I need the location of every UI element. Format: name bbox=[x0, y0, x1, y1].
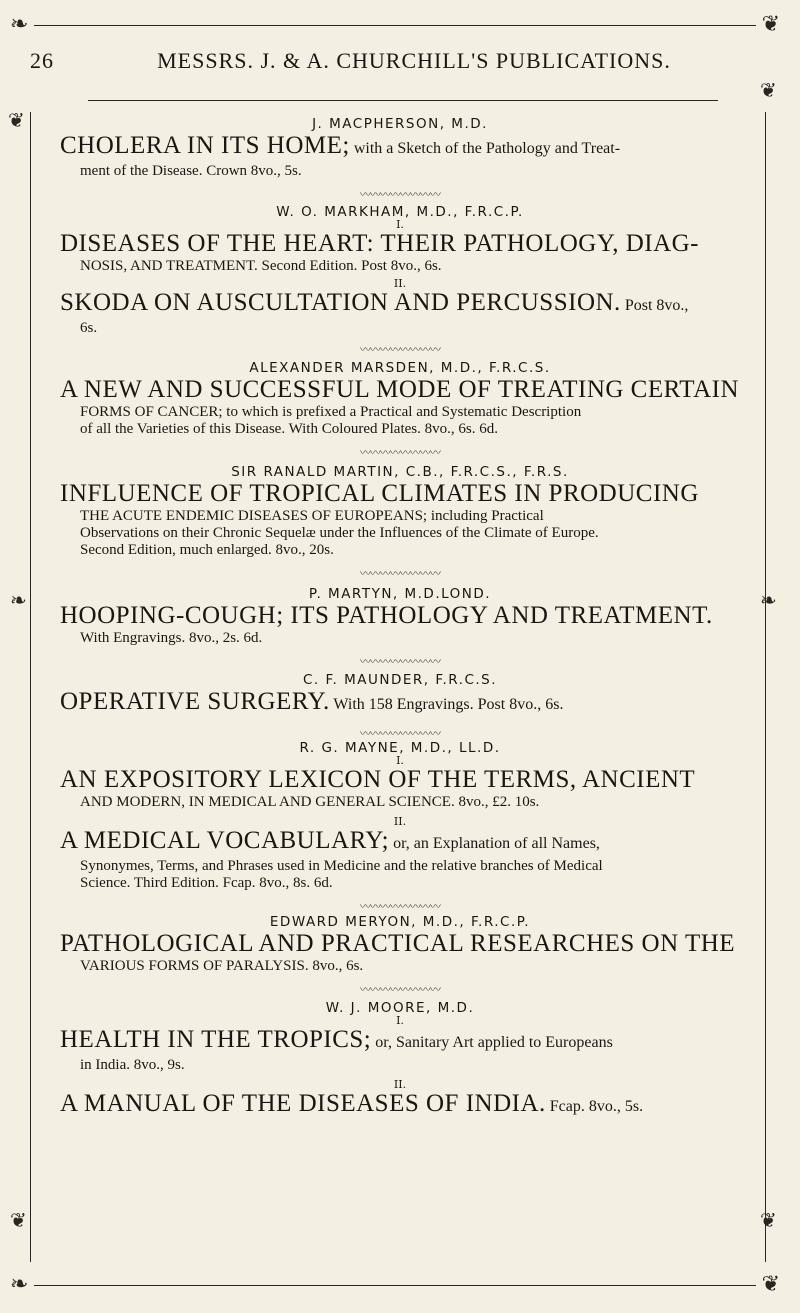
book-title: OPERATIVE SURGERY. With 158 Engravings. Post 8vo., 6s. bbox=[60, 688, 564, 715]
running-title: MESSRS. J. & A. CHURCHILL'S PUBLICATIONS. bbox=[157, 48, 671, 73]
book-description: AND MODERN, IN MEDICAL AND GENERAL SCIENCE. 8vo., £2. 10s. bbox=[80, 794, 540, 810]
author-section-mayne bbox=[60, 740, 740, 912]
left-border-rule bbox=[30, 112, 31, 1262]
book-description: Synonymes, Terms, and Phrases used in Medicine and the relative branches of Medical bbox=[80, 858, 603, 874]
book-title: INFLUENCE OF TROPICAL CLIMATES IN PRODUCING bbox=[60, 480, 699, 507]
author-section-meryon bbox=[60, 914, 740, 995]
author-name: EDWARD MERYON, M.D., F.R.C.P. bbox=[269, 914, 531, 930]
page-number: 26 bbox=[30, 48, 54, 73]
section-divider: 〰〰〰〰〰〰〰〰 bbox=[360, 655, 440, 668]
fleuron-left-icon: ❧ bbox=[10, 12, 29, 37]
work-numeral: II. bbox=[393, 1078, 407, 1091]
author-name: W. J. MOORE, M.D. bbox=[325, 1000, 475, 1016]
section-divider: 〰〰〰〰〰〰〰〰 bbox=[360, 983, 440, 996]
work-numeral: I. bbox=[396, 1014, 404, 1027]
book-description: 6s. bbox=[80, 320, 98, 336]
book-description: FORMS OF CANCER; to which is prefixed a Practical and Systematic Description bbox=[80, 404, 582, 420]
author-name: R. G. MAYNE, M.D., LL.D. bbox=[299, 740, 501, 756]
left-ornament-icon: ❦ bbox=[8, 108, 25, 132]
author-section-martin bbox=[60, 464, 740, 579]
work-numeral: I. bbox=[396, 218, 404, 231]
section-divider: 〰〰〰〰〰〰〰〰 bbox=[360, 188, 440, 201]
work-numeral: II. bbox=[393, 277, 407, 290]
author-section-markham bbox=[60, 204, 740, 355]
book-description: in India. 8vo., 9s. bbox=[80, 1057, 185, 1073]
book-description: of all the Varieties of this Disease. With Coloured Plates. 8vo., 6s. 6d. bbox=[80, 421, 498, 437]
bottom-ornament-border bbox=[10, 1270, 780, 1300]
section-divider: 〰〰〰〰〰〰〰〰 bbox=[360, 446, 440, 459]
work-numeral: II. bbox=[393, 815, 407, 828]
book-title: SKODA ON AUSCULTATION AND PERCUSSION. Post 8vo., bbox=[60, 289, 689, 316]
book-title: HOOPING-COUGH; ITS PATHOLOGY AND TREATMENT. bbox=[60, 602, 713, 629]
book-description: THE ACUTE ENDEMIC DISEASES OF EUROPEANS; including Practical bbox=[80, 508, 544, 524]
author-name: W. O. MARKHAM, M.D., F.R.C.P. bbox=[276, 204, 524, 220]
book-title: A MANUAL OF THE DISEASES OF INDIA. Fcap. 8vo., 5s. bbox=[60, 1090, 644, 1117]
fleuron-right-icon: ❦ bbox=[761, 1272, 780, 1297]
author-section-moore bbox=[60, 1000, 740, 1121]
left-ornament-bottom-icon: ❦ bbox=[10, 1208, 27, 1232]
work-numeral: I. bbox=[396, 754, 404, 767]
section-divider: 〰〰〰〰〰〰〰〰 bbox=[360, 900, 440, 913]
book-description: NOSIS, AND TREATMENT. Second Edition. Post 8vo., 6s. bbox=[80, 258, 442, 274]
author-section-macpherson bbox=[60, 116, 740, 200]
book-title: HEALTH IN THE TROPICS; or, Sanitary Art applied to Europeans bbox=[60, 1026, 613, 1053]
author-name: SIR RANALD MARTIN, C.B., F.R.C.S., F.R.S. bbox=[231, 464, 569, 480]
book-title: PATHOLOGICAL AND PRACTICAL RESEARCHES ON THE bbox=[60, 930, 736, 957]
author-section-martyn bbox=[60, 586, 740, 667]
author-section-marsden bbox=[60, 360, 740, 458]
right-border-rule bbox=[765, 112, 766, 1262]
book-description: Second Edition, much enlarged. 8vo., 20s. bbox=[80, 542, 334, 558]
book-title: A MEDICAL VOCABULARY; or, an Explanation of all Names, bbox=[60, 827, 600, 854]
section-divider: 〰〰〰〰〰〰〰〰 bbox=[360, 343, 440, 356]
top-ornament-border bbox=[10, 10, 780, 40]
fleuron-right-icon: ❦ bbox=[761, 12, 780, 37]
book-title: CHOLERA IN ITS HOME; with a Sketch of the Pathology and Treat- bbox=[60, 132, 621, 159]
left-ornament-mid-icon: ❧ bbox=[10, 588, 27, 612]
book-description: Science. Third Edition. Fcap. 8vo., 8s. 6d. bbox=[80, 875, 333, 891]
right-ornament-bottom-icon: ❦ bbox=[760, 1208, 777, 1232]
author-name: C. F. MAUNDER, F.R.C.S. bbox=[302, 672, 498, 688]
author-name: ALEXANDER MARSDEN, M.D., F.R.C.S. bbox=[249, 360, 551, 376]
author-name: P. MARTYN, M.D.LOND. bbox=[308, 586, 492, 602]
author-name: J. MACPHERSON, M.D. bbox=[312, 116, 488, 132]
book-title: DISEASES OF THE HEART: THEIR PATHOLOGY, DIAG- bbox=[60, 230, 700, 257]
book-description: Observations on their Chronic Sequelæ under the Influences of the Climate of Europe. bbox=[80, 525, 599, 541]
book-description: With Engravings. 8vo., 2s. 6d. bbox=[80, 630, 263, 646]
header-rule bbox=[88, 100, 718, 101]
fleuron-left-icon: ❧ bbox=[10, 1272, 29, 1297]
book-description: ment of the Disease. Crown 8vo., 5s. bbox=[80, 163, 302, 179]
book-description: VARIOUS FORMS OF PARALYSIS. 8vo., 6s. bbox=[80, 958, 364, 974]
section-divider: 〰〰〰〰〰〰〰〰 bbox=[360, 567, 440, 580]
running-header bbox=[30, 48, 770, 74]
book-title: AN EXPOSITORY LEXICON OF THE TERMS, ANCIENT bbox=[60, 766, 696, 793]
book-title: A NEW AND SUCCESSFUL MODE OF TREATING CERTAIN bbox=[60, 376, 740, 403]
author-section-maunder bbox=[60, 672, 740, 739]
right-ornament-mid-icon: ❧ bbox=[760, 588, 777, 612]
right-ornament-icon: ❦ bbox=[760, 78, 777, 102]
section-divider: 〰〰〰〰〰〰〰〰 bbox=[360, 727, 440, 740]
